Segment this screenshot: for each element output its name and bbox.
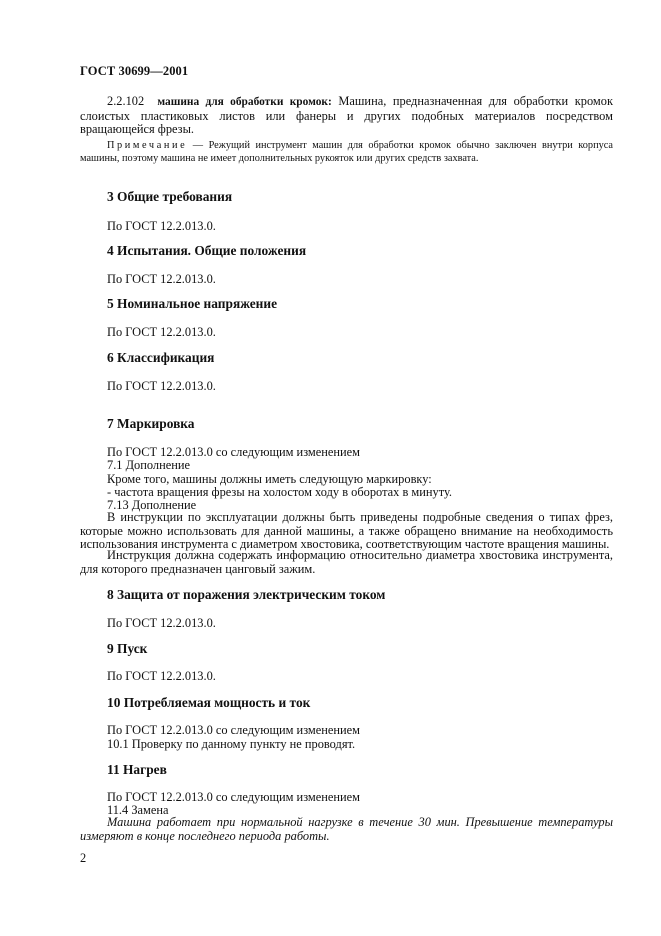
section-title: 8 Защита от поражения электрическим током: [107, 587, 386, 602]
term-definition: [80, 95, 613, 137]
page-number: 2: [80, 851, 87, 865]
section-line: По ГОСТ 12.2.013.0.: [107, 272, 216, 286]
section-line: По ГОСТ 12.2.013.0.: [107, 219, 216, 233]
section-line: 10.1 Проверку по данному пункту не проводят.: [107, 737, 356, 751]
section-line: 11.4 Замена: [107, 803, 169, 817]
section-line: Кроме того, машины должны иметь следующую маркировку:: [107, 472, 432, 486]
term-text: Машина, предназначенная для обработки кромок слоистых пластиковых листов или фанеры и других подобных материалов посредством вращающейся фрезы.: [80, 94, 613, 137]
section-title: 9 Пуск: [107, 641, 148, 656]
section-line: - частота вращения фрезы на холостом ходу в оборотах в минуту.: [107, 485, 452, 499]
section-title: 10 Потребляемая мощность и ток: [107, 695, 311, 710]
note-label: Примечание: [107, 140, 188, 151]
section-paragraph-italic: Машина работает при нормальной нагрузке в течение 30 мин. Превышение температуры измеряют в конце последнего периода работы.: [80, 815, 613, 843]
section-line: По ГОСТ 12.2.013.0 со следующим изменением: [107, 723, 360, 737]
term-note: [80, 139, 613, 165]
page-header: ГОСТ 30699—2001: [80, 64, 189, 78]
section-title: 4 Испытания. Общие положения: [107, 243, 307, 258]
section-line: 7.13 Дополнение: [107, 498, 197, 512]
section-paragraph: Инструкция должна содержать информацию относительно диаметра хвостовика инструмента, для которого предназначен цанговый зажим.: [80, 548, 613, 576]
section-title: 3 Общие требования: [107, 189, 233, 204]
section-line: 7.1 Дополнение: [107, 458, 190, 472]
section-line: По ГОСТ 12.2.013.0.: [107, 325, 216, 339]
section-line: По ГОСТ 12.2.013.0.: [107, 616, 216, 630]
section-line: По ГОСТ 12.2.013.0.: [107, 669, 216, 683]
section-line: По ГОСТ 12.2.013.0 со следующим изменением: [107, 790, 360, 804]
term-number: 2.2.102: [107, 94, 145, 108]
section-title: 6 Классификация: [107, 350, 215, 365]
section-title: 11 Нагрев: [107, 762, 167, 777]
section-line: По ГОСТ 12.2.013.0.: [107, 379, 216, 393]
term-name: машина для обработки кромок:: [157, 96, 332, 108]
section-line: По ГОСТ 12.2.013.0 со следующим изменением: [107, 445, 360, 459]
section-title: 5 Номинальное напряжение: [107, 296, 278, 311]
note-text: — Режущий инструмент машин для обработки кромок обычно заключен внутри корпуса машины, поэтому машина не имеет дополнительных рукояток или других средств захвата.: [80, 140, 614, 164]
section-paragraph: В инструкции по эксплуатации должны быть приведены подробные сведения о типах фрез, которые можно использовать для данной машины, а также обращено внимание на необходимость использования инструмента с диаметром хвостовика, соответствующим частоте вращения машины.: [80, 510, 613, 552]
section-title: 7 Маркировка: [107, 416, 195, 431]
